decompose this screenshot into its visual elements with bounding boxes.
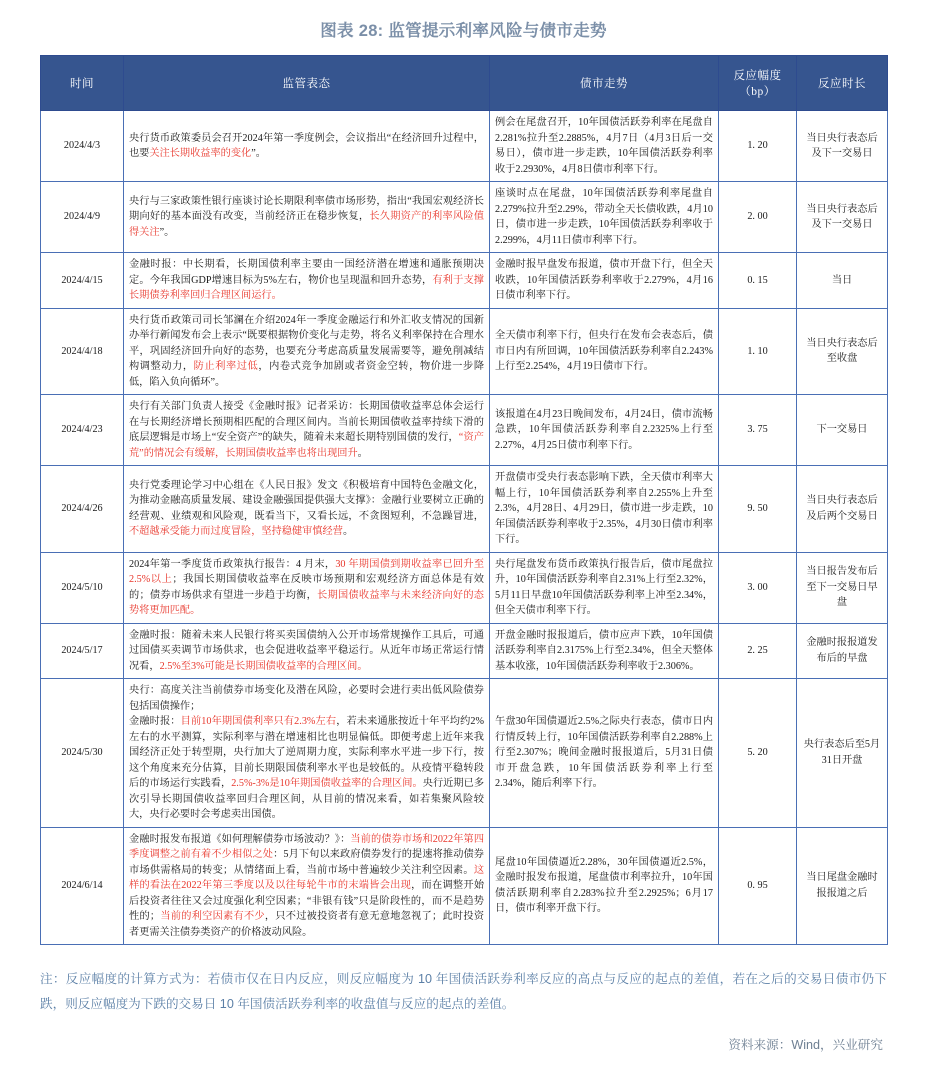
table-body	[41, 111, 888, 945]
regulatory-response-table	[40, 55, 888, 945]
cell-amplitude: 1. 10	[719, 308, 797, 395]
cell-regulatory-stance	[124, 111, 490, 182]
cell-bond-trend: 央行尾盘发布货币政策执行报告后，债市尾盘拉升，10年国债活跃券利率自2.31%上行至2.32%，5月11日早盘10年国债活跃券利率上冲至2.34%，但全天债市利率下行。	[490, 552, 719, 623]
cell-duration: 当日报告发布后至下一交易日早盘	[797, 552, 888, 623]
highlighted-text: 2.5%至3%可能是长期国债收益率的合理区间。	[159, 660, 368, 672]
body-text: ”。	[159, 226, 175, 238]
table-row	[41, 182, 888, 253]
body-text: 央行与三家政策性银行座谈讨论长期限利率债市场形势，指出“我国宏观经济长期向好的基本面没有改变，当前经济正在稳步恢复，	[129, 195, 484, 223]
table-row	[41, 111, 888, 182]
cell-duration: 下一交易日	[797, 395, 888, 466]
cell-duration: 当日尾盘金融时报报道之后	[797, 827, 888, 945]
cell-date: 2024/5/10	[41, 552, 124, 623]
cell-amplitude: 2. 25	[719, 623, 797, 679]
cell-amplitude: 9. 50	[719, 466, 797, 553]
footnote: 注：反应幅度的计算方式为：若债市仅在日内反应，则反应幅度为 10 年国债活跃券利率反应的高点与反应的起点的差值，若在之后的交易日债市仍下跌，则反应幅度为下跌的交易日 10 年国债活跃券利率的收盘值与反应的起点的差值。	[40, 972, 887, 1011]
body-text: 央行有关部门负责人接受《金融时报》记者采访：长期国债收益率总体会运行在与长期经济增长预期相匹配的合理区间内。当前长期国债收益率持续下滑的底层逻辑是市场上“安全资产”的缺失，随着未来超长期特别国债的发行，	[129, 401, 484, 443]
body-text: ，内卷式竞争加剧或者资金空转，物价进一步降低，陷入负向循环”。	[129, 361, 485, 388]
table-row	[41, 308, 888, 395]
body-text: 金融时报发布报道《如何理解债券市场波动？》：	[129, 833, 351, 845]
cell-date: 2024/5/17	[41, 623, 124, 679]
source-text: 资料来源：Wind，兴业研究	[728, 1038, 883, 1053]
cell-bond-trend: 座谈时点在尾盘，10年国债活跃券利率尾盘自2.279%拉升至2.29%，带动全天长债收跌，4月10日，债市进一步走跌，10年国债活跃券利率收于2.299%，4月11日债市利率下行。	[490, 182, 719, 253]
cell-bond-trend: 开盘债市受央行表态影响下跌，全天债市利率大幅上行，10年国债活跃券利率自2.255%上升至2.3%，4月28日、4月29日，债市进一步走跌，10年国债活跃券利率收于2.35%，4月30日债市利率下行。	[490, 466, 719, 553]
cell-duration: 当日央行表态后至收盘	[797, 308, 888, 395]
cell-bond-trend: 金融时报早盘发布报道，债市开盘下行，但全天收跌，10年国债活跃券利率收于2.279%，4月16日债市利率下行。	[490, 253, 719, 309]
cell-duration: 金融时报报道发布后的早盘	[797, 623, 888, 679]
cell-date: 2024/5/30	[41, 679, 124, 828]
highlighted-text: 关注长期收益率的变化	[149, 148, 252, 159]
highlighted-text: 不超越承受能力而过度冒险，坚持稳健审慎经营	[129, 526, 343, 538]
cell-regulatory-stance	[124, 552, 490, 623]
body-text: ，若未来通胀按近十年平均约2%左右的水平测算，实际利率与潜在增速相比也明显偏低。即便考虑上近年来我国经济正处于转型期，央行加大了逆周期力度，实际利率水平进一步下行，按这个角度来充分估算，目前长期限国债利率水平也是较低的。从疫情平稳转段后的市场运行实践看，	[129, 716, 484, 789]
cell-date: 2024/4/18	[41, 308, 124, 395]
body-text: ，只不过被投资者有意无意地忽视了；此时投资者更需关注债券类资产的价格波动风险。	[129, 911, 485, 938]
table-row	[41, 253, 888, 309]
cell-amplitude: 0. 15	[719, 253, 797, 309]
cell-date: 2024/4/3	[41, 111, 124, 182]
body-text: 央行党委理论学习中心组在《人民日报》发文《积极培育中国特色金融文化，为推动金融高质量发展、建设金融强国提供强大支撑》：金融行业要树立正确的经营观、业绩观和风险观，既看当下，又看长远，不贪图短利，不急躁冒进，	[129, 479, 484, 522]
cell-amplitude: 5. 20	[719, 679, 797, 828]
highlighted-text: “资产荒”的情况会有缓解，长期国债收益率也将出现回升	[129, 432, 484, 459]
highlighted-text: 当前的债券市场和2022年第四季度调整之前有着不少相似之处	[129, 833, 485, 860]
cell-date: 2024/6/14	[41, 827, 124, 945]
body-text: 。	[342, 526, 354, 538]
cell-bond-trend: 全天债市利率下行，但央行在发布会表态后，债市日内有所回调，10年国债活跃券利率自2.243%上行至2.254%，4月19日债市下行。	[490, 308, 719, 395]
highlighted-text: 当前的利空因素有不少	[160, 911, 265, 922]
body-text: 金融时报：随着未来人民银行将买卖国债纳入公开市场常规操作工具后，可通过国债买卖调节市场供求，也会促进收益率平稳运行。从近年市场正常运行情况看，	[129, 629, 484, 672]
cell-bond-trend: 开盘金融时报报道后，债市应声下跌，10年国债活跃券利率自2.3175%上行至2.34%，但全天整体基本收涨，10年国债活跃券利率收于2.306%。	[490, 623, 719, 679]
highlighted-text: 长期国债收益率与未来经济向好的态势将更加匹配。	[129, 589, 484, 616]
table-row	[41, 827, 888, 945]
body-text: 金融时报：中长期看，长期国债利率主要由一国经济潜在增速和通胀预期决定。今年我国GDP增速目标为5%左右，物价也呈现温和回升态势，	[129, 259, 484, 286]
body-text: 。	[357, 447, 368, 459]
table-row	[41, 395, 888, 466]
cell-regulatory-stance	[124, 308, 490, 395]
cell-date: 2024/4/15	[41, 253, 124, 309]
body-text: 央行：高度关注当前债券市场变化及潜在风险，必要时会进行卖出低风险债券包括国债操作；	[129, 685, 484, 712]
table-row	[41, 679, 888, 828]
cell-regulatory-stance	[124, 623, 490, 679]
body-text: 央行货币政策司司长邹澜在介绍2024年一季度金融运行和外汇收支情况的国新办举行新闻发布会上表示“既要根据物价变化与走势，将名义利率保持在合理水平，巩固经济回升向好的态势，也要充分考虑高质量发展需要等，避免削减结构调整动力，	[129, 314, 484, 372]
cell-amplitude: 0. 95	[719, 827, 797, 945]
highlighted-text: 有利于支撑长期债券利率回归合理区间运行。	[129, 274, 484, 301]
cell-bond-trend: 例会在尾盘召开，10年国债活跃券利率在尾盘自2.281%拉升至2.2885%，4月7日（4月3日后一交易日），债市进一步走跌，10年国债活跃券利率收于2.2930%，4月8日债市利率下行。	[490, 111, 719, 182]
highlighted-text: 长久期资产的利率风险值得关注	[129, 211, 485, 238]
cell-amplitude: 3. 00	[719, 552, 797, 623]
cell-duration: 当日央行表态后及下一交易日	[797, 182, 888, 253]
table-row	[41, 552, 888, 623]
body-text: ”。	[251, 148, 266, 159]
column-header-bond-trend: 债市走势	[490, 56, 719, 111]
cell-amplitude: 1. 20	[719, 111, 797, 182]
cell-amplitude: 2. 00	[719, 182, 797, 253]
page-title: 图表 28: 监管提示利率风险与债市走势	[320, 22, 607, 40]
body-text: 2024年第一季度货币政策执行报告：4 月末，	[129, 558, 336, 570]
cell-bond-trend: 该报道在4月23日晚间发布，4月24日，债市流畅急跌，10年国债活跃券利率自2.2325%上行至2.27%，4月25日债市利率下行。	[490, 395, 719, 466]
cell-regulatory-stance	[124, 466, 490, 553]
cell-regulatory-stance	[124, 679, 490, 828]
table-row	[41, 623, 888, 679]
column-header-stance: 监管表态	[124, 56, 490, 111]
highlighted-text: 这样的看法在2022年第三季度以及以往每轮牛市的末端皆会出现	[129, 864, 484, 891]
cell-duration: 当日央行表态后及下一交易日	[797, 111, 888, 182]
body-text: ：5月下旬以来政府债券发行的提速将推动债券市场供需格局的转变；从情绪面上看，当前市场中普遍较少关注利空因素。	[129, 849, 484, 876]
table-row	[41, 466, 888, 553]
body-text: ，而在调整开始后投资者往往又会过度强化利空因素；“非银有钱”只是阶段性的，而不是趋势性的；	[129, 880, 485, 922]
body-text: 央行近期已多次引导长期国债收益率回归合理区间，从目前的情况来看，如若集聚风险较大，央行必要时会考虑卖出国债。	[129, 778, 485, 820]
highlighted-text: 30 年期国债到期收益率已回升至 2.5%以上	[129, 558, 485, 585]
cell-date: 2024/4/23	[41, 395, 124, 466]
cell-duration: 当日	[797, 253, 888, 309]
cell-duration: 当日央行表态后及后两个交易日	[797, 466, 888, 553]
cell-bond-trend: 午盘30年国债逼近2.5%之际央行表态，债市日内行情反转上行，10年国债活跃券利率自2.288%上行至2.307%；晚间金融时报报道后，5月31日债市开盘急跌，10年国债活跃券利率上行至2.34%，随后利率下行。	[490, 679, 719, 828]
cell-duration: 央行表态后至5月31日开盘	[797, 679, 888, 828]
cell-date: 2024/4/26	[41, 466, 124, 553]
cell-regulatory-stance	[124, 253, 490, 309]
body-text: 央行货币政策委员会召开2024年第一季度例会，会议指出“在经济回升过程中，也要	[129, 132, 484, 159]
cell-regulatory-stance	[124, 182, 490, 253]
cell-amplitude: 3. 75	[719, 395, 797, 466]
cell-regulatory-stance	[124, 395, 490, 466]
column-header-time: 时间	[41, 56, 124, 111]
cell-bond-trend: 尾盘10年国债逼近2.28%，30年国债逼近2.5%，金融时报发布报道，尾盘债市利率拉升，10年国债活跃期利率自2.283%拉升至2.2925%；6月17日，债市利率开盘下行。	[490, 827, 719, 945]
column-header-amplitude: 反应幅度（bp）	[719, 56, 797, 111]
highlighted-text: 2.5%-3%是10年期国债收益率的合理区间。	[231, 778, 423, 789]
table-container	[0, 55, 927, 945]
table-header-row	[41, 56, 888, 111]
column-header-duration: 反应时长	[797, 56, 888, 111]
cell-regulatory-stance	[124, 827, 490, 945]
table-header	[41, 56, 888, 111]
highlighted-text: 防止利率过低	[193, 361, 259, 372]
highlighted-text: 目前10年期国债利率只有2.3%左右	[180, 716, 337, 727]
body-text: ；我国长期国债收益率在反映市场预期和宏观经济方面总体是有效的；债券市场供求有望进一步趋于均衡，	[129, 574, 484, 601]
cell-date: 2024/4/9	[41, 182, 124, 253]
body-text: 金融时报：	[129, 716, 181, 727]
